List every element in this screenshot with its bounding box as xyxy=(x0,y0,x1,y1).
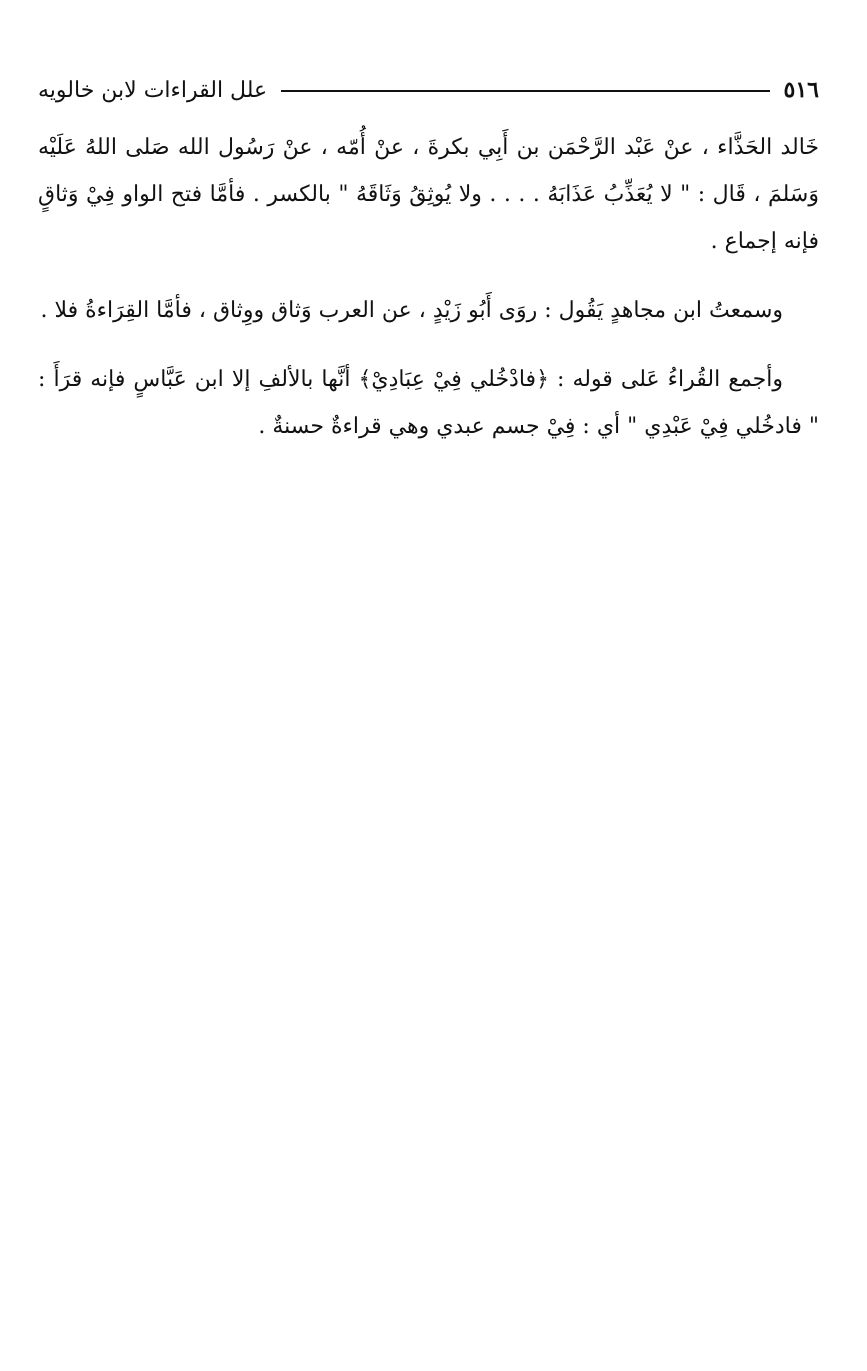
header-rule xyxy=(281,90,769,92)
page-header xyxy=(38,72,819,108)
paragraph-2: وسمعتُ ابن مجاهدٍ يَقُول : روَى أَبُو زَيْدٍ ، عن العرب وَثاق ووِثاق ، فأمَّا القِرَاءةُ فلا . xyxy=(40,298,783,323)
paragraph-3: وأجمع القُراءُ عَلى قوله : ﴿فادْخُلي فِيْ عِبَادِيْ﴾ أنَّها بالألفِ إلا ابن عَبَّاسٍ فإنه قرَأَ : " فادخُلي فِيْ عَبْدِي " أي : فِيْ جسم عبدي وهي قراءةٌ حسنةٌ . xyxy=(38,367,819,439)
body-text xyxy=(38,124,819,472)
running-title: علل القراءات لابن خالويه xyxy=(38,77,268,103)
paragraph-1: خَالد الحَذَّاء ، عنْ عَبْد الرَّحْمَن بن أَبِي بكرةَ ، عنْ أُمّه ، عنْ رَسُول الله صَلى اللهُ عَلَيْه وَسَلمَ ، قَال : " لا يُعَذِّبُ عَذَابَهُ . . . . ولا يُوثِقُ وَثَاقَهُ " بالكسر . فأمَّا فتح الواو فِيْ وَثاقٍ فإنه إجماع . xyxy=(38,135,819,254)
page-number: ٥١٦ xyxy=(783,77,819,103)
